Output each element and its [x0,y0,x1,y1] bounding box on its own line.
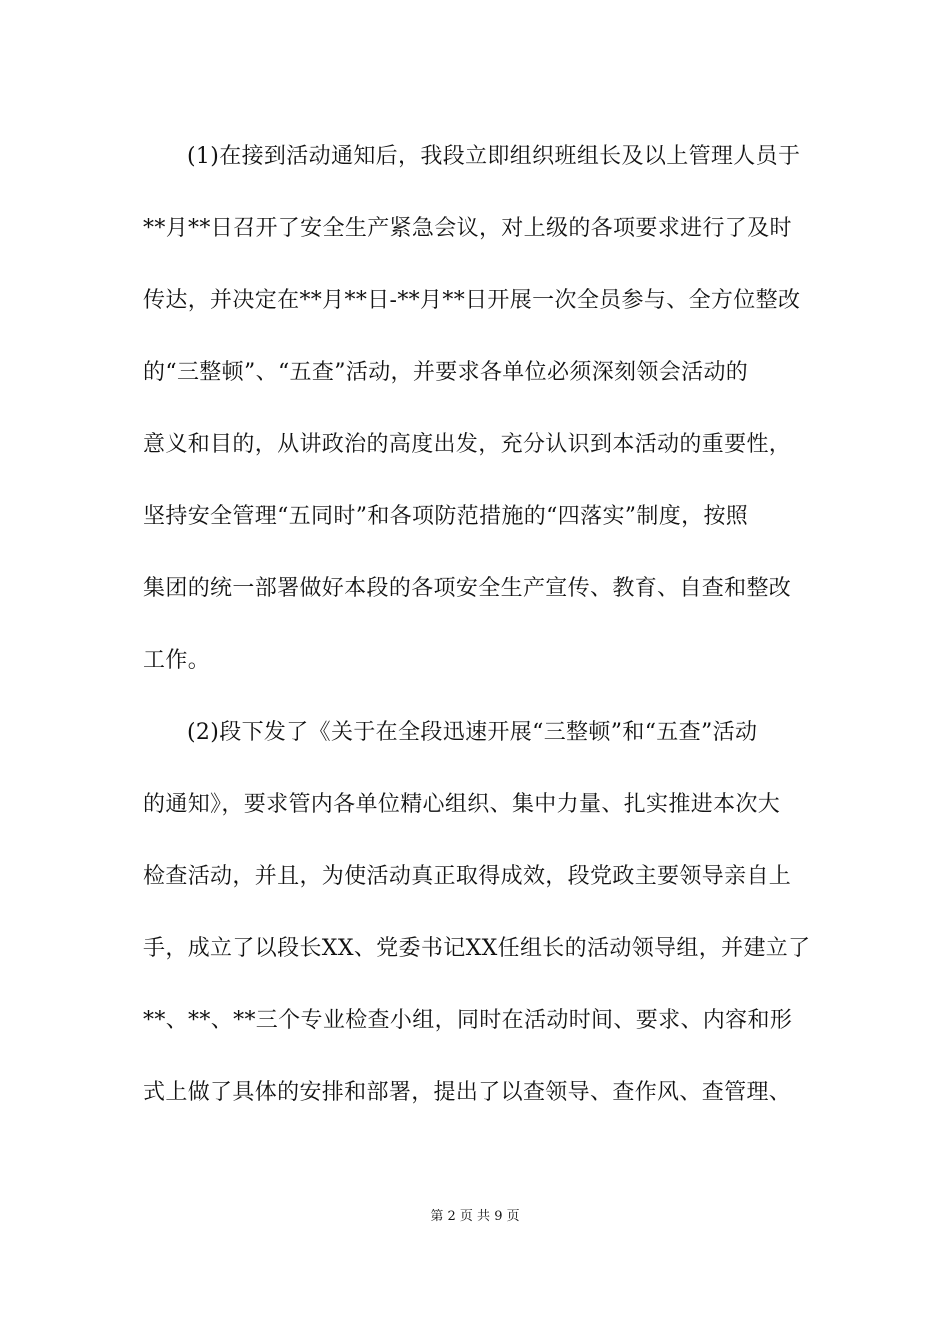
paragraph-1-line-2: **月**日召开了安全生产紧急会议，对上级的各项要求进行了及时 [143,216,792,241]
paragraph-1-line-7: 集团的统一部署做好本段的各项安全生产宣传、教育、自查和整改 [143,576,792,601]
paragraph-1-line-5: 意义和目的，从讲政治的高度出发，充分认识到本活动的重要性， [143,432,792,457]
paragraph-1-line-4: 的“三整顿”、“五查”活动，并要求各单位必须深刻领会活动的 [143,360,749,385]
paragraph-2-line-6: 式上做了具体的安排和部署，提出了以查领导、查作风、查管理、 [143,1080,792,1105]
paragraph-2-line-3: 检查活动，并且，为使活动真正取得成效，段党政主要领导亲自上 [143,864,792,889]
paragraph-1-line-3: 传达，并决定在**月**日-**月**日开展一次全员参与、全方位整改 [143,288,801,313]
paragraph-1-line-6: 坚持安全管理“五同时”和各项防范措施的“四落实”制度，按照 [143,504,749,529]
paragraph-2-line-5: **、**、**三个专业检查小组，同时在活动时间、要求、内容和形 [143,1008,793,1033]
paragraph-1-line-1: (1)在接到活动通知后，我段立即组织班组长及以上管理人员于 [187,144,801,169]
paragraph-2-line-4: 手，成立了以段长XX、党委书记XX任组长的活动领导组，并建立了 [143,936,811,961]
paragraph-2-line-1: (2)段下发了《关于在全段迅速开展“三整顿”和“五查”活动 [187,720,758,745]
paragraph-2-line-2: 的通知》，要求管内各单位精心组织、集中力量、扎实推进本次大 [143,792,781,817]
page-number-footer: 第 2 页 共 9 页 [430,1209,520,1224]
paragraph-1-line-8: 工作。 [143,648,211,673]
